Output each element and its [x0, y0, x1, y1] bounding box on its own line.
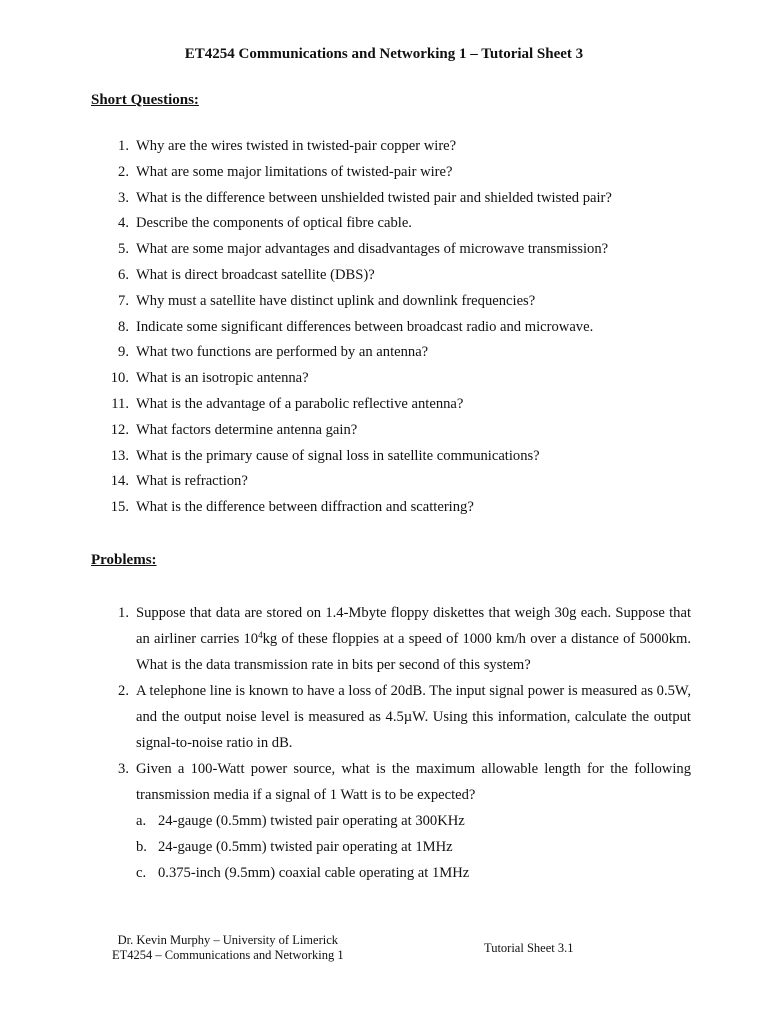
problems-list [91, 600, 691, 886]
list-item [91, 214, 711, 240]
item-number: 10. [110, 370, 129, 387]
short-questions-list [91, 137, 711, 524]
item-number: 2. [118, 683, 129, 699]
item-number: 3. [118, 189, 129, 206]
item-body [136, 756, 691, 886]
problem-item-3 [91, 756, 691, 886]
sub-item [136, 860, 691, 886]
item-number: 1. [118, 138, 129, 154]
short-questions-heading: Short Questions: [91, 92, 199, 108]
sub-letter: a. [136, 813, 147, 829]
list-item [91, 137, 711, 163]
sub-letter: b. [136, 839, 147, 855]
item-text: What is refraction? [136, 473, 248, 490]
item-text: A telephone line is known to have a loss of 20dB. The input signal power is measured as 0.5W, and the output noise level is measured as 4.5µW. Using this information, calculate the output signal-to-noise ratio in dB. [136, 683, 691, 751]
footer-page-label: Tutorial Sheet 3.1 [484, 941, 574, 955]
sub-item [136, 808, 691, 834]
list-item [91, 472, 711, 498]
item-text: What is the difference between diffraction and scattering? [136, 499, 474, 516]
sub-text: 24-gauge (0.5mm) twisted pair operating at 1MHz [158, 839, 453, 855]
sub-letter: c. [136, 865, 147, 881]
problem-item-2 [91, 678, 691, 756]
list-item [91, 343, 711, 369]
problem-1-text-b: kg of these floppies at a speed of 1000 km/h over a distance of 5000km. What is the data transmission rate in bits per second of this system? [136, 631, 691, 673]
footer-left [112, 933, 344, 963]
list-item [91, 240, 711, 266]
item-text: Describe the components of optical fibre cable. [136, 215, 412, 232]
sub-text: 0.375-inch (9.5mm) coaxial cable operating at 1MHz [158, 865, 470, 881]
item-text: What is the primary cause of signal loss in satellite communications? [136, 447, 540, 464]
item-text: What is the difference between unshielded twisted pair and shielded twisted pair? [136, 189, 612, 206]
item-number: 12. [110, 421, 129, 438]
footer-author: Dr. Kevin Murphy – University of Limerick [117, 933, 339, 947]
list-item [91, 421, 711, 447]
item-text: What factors determine antenna gain? [136, 421, 358, 438]
item-text: What is the advantage of a parabolic reflective antenna? [136, 395, 464, 412]
item-text: Indicate some significant differences between broadcast radio and microwave. [136, 318, 594, 335]
item-number: 8. [118, 318, 129, 335]
list-item [91, 395, 711, 421]
item-text [136, 600, 691, 678]
exponent: 4 [258, 630, 263, 640]
item-number: 11. [111, 395, 129, 412]
footer-course: ET4254 – Communications and Networking 1 [112, 948, 344, 962]
page-title: ET4254 Communications and Networking 1 – Tutorial Sheet 3 [184, 46, 584, 62]
item-number: 2. [118, 163, 129, 180]
list-item [91, 266, 711, 292]
item-number: 3. [118, 761, 129, 777]
problem-item-1 [91, 600, 691, 678]
item-text: Given a 100-Watt power source, what is the maximum allowable length for the following transmission media if a signal of 1 Watt is to be expected? [136, 761, 691, 803]
list-item [91, 163, 711, 189]
sub-list [136, 808, 691, 886]
item-number: 1. [118, 605, 129, 621]
item-number: 13. [110, 447, 129, 464]
sub-text: 24-gauge (0.5mm) twisted pair operating at 300KHz [158, 813, 465, 829]
list-item [91, 447, 711, 473]
list-item [91, 498, 711, 524]
list-item [91, 369, 711, 395]
list-item [91, 318, 711, 344]
item-text: Why are the wires twisted in twisted-pair copper wire? [136, 138, 457, 154]
item-number: 5. [118, 241, 129, 258]
item-text: What two functions are performed by an antenna? [136, 344, 429, 361]
item-number: 4. [118, 215, 129, 232]
item-text: What is an isotropic antenna? [136, 370, 309, 387]
item-number: 6. [118, 266, 129, 283]
item-number: 9. [118, 344, 129, 361]
problems-heading: Problems: [91, 552, 157, 568]
item-number: 14. [110, 473, 129, 490]
list-item [91, 292, 711, 318]
item-text: What are some major advantages and disadvantages of microwave transmission? [136, 241, 609, 258]
item-text: Why must a satellite have distinct uplink and downlink frequencies? [136, 292, 536, 309]
list-item [91, 189, 711, 215]
item-number: 7. [118, 292, 129, 309]
problem-1-text-a: Suppose that data are stored on 1.4-Mbyte floppy diskettes that weigh 30g each. Suppose that an airliner carries 10 [136, 605, 691, 647]
item-text: What is direct broadcast satellite (DBS)? [136, 266, 375, 283]
item-number: 15. [110, 499, 129, 516]
item-text: What are some major limitations of twisted-pair wire? [136, 163, 453, 180]
sub-item [136, 834, 691, 860]
